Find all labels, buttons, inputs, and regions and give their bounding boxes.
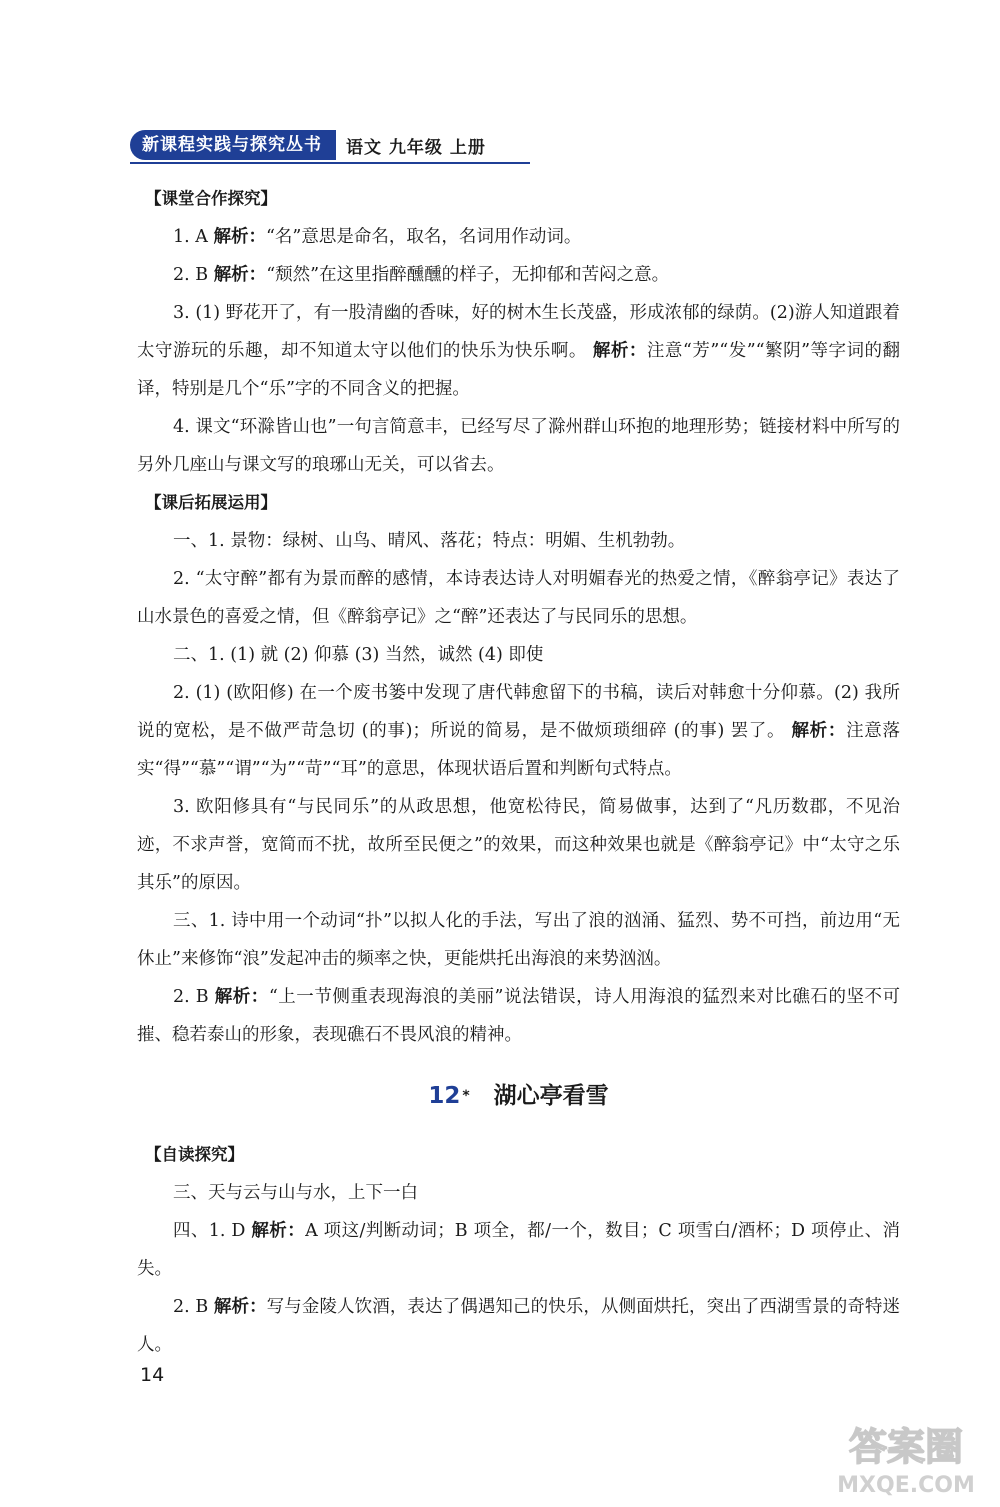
header-rule bbox=[130, 162, 530, 164]
lesson-name: 湖心亭看雪 bbox=[493, 1083, 609, 1109]
watermark-logo bbox=[822, 1412, 990, 1502]
analysis-label: 解析： bbox=[213, 265, 267, 285]
answer-paragraph: 四、1. D 解析：A 项这/判断动词；B 项全，都/一个，数目；C 项雪白/酒杯；D 项停止、消失。 bbox=[137, 1221, 901, 1279]
watermark-text-top: 答案圈 bbox=[848, 1425, 964, 1469]
analysis-label: 解析： bbox=[213, 227, 266, 247]
running-header bbox=[130, 130, 486, 160]
answer-paragraph: 3. 欧阳修具有“与民同乐”的从政思想，他宽松待民，简易做事，达到了“凡历数郡，不见治迹，不求声誉，宽简而不扰，故所至民便之”的效果，而这种效果也就是《醉翁亭记》中“太守之乐其乐”的原因。 bbox=[137, 797, 900, 893]
section-heading: 【自读探究】 bbox=[145, 1145, 244, 1164]
answer-paragraph: 2. B 解析：“颓然”在这里指醉醺醺的样子，无抑郁和苦闷之意。 bbox=[173, 265, 670, 285]
watermark-text-bottom: MXQE.COM bbox=[837, 1473, 975, 1498]
section-heading: 【课后拓展运用】 bbox=[145, 493, 277, 512]
page-content bbox=[137, 180, 900, 1364]
answer-paragraph: 三、1. 诗中用一个动词“扑”以拟人化的手法，写出了浪的汹涌、猛烈、势不可挡，前边用“无休止”来修饰“浪”发起冲击的频率之快，更能烘托出海浪的来势汹汹。 bbox=[137, 911, 900, 969]
page-number: 14 bbox=[140, 1364, 165, 1386]
answer-paragraph: 1. A 解析：“名”意思是命名，取名，名词用作动词。 bbox=[173, 227, 582, 247]
section-heading: 【课堂合作探究】 bbox=[145, 189, 277, 208]
analysis-label: 解析： bbox=[592, 341, 647, 361]
answer-paragraph: 3. (1) 野花开了，有一股清幽的香味，好的树木生长茂盛，形成浓郁的绿荫。(2)游人知道跟着太守游玩的乐趣，却不知道太守以他们的快乐为快乐啊。 解析：注意“芳”“发”“繁阴”等字词的翻译，特别是几个“乐”字的不同含义的把握。 bbox=[137, 303, 901, 399]
answer-paragraph: 2. B 解析：“上一节侧重表现海浪的美丽”说法错误，诗人用海浪的猛烈来对比礁石的坚不可摧、稳若泰山的形象，表现礁石不畏风浪的精神。 bbox=[137, 987, 901, 1045]
series-badge: 新课程实践与探究丛书 bbox=[130, 130, 336, 160]
answer-paragraph: 一、1. 景物：绿树、山鸟、晴风、落花；特点：明媚、生机勃勃。 bbox=[173, 531, 686, 551]
subject-label: 语文 九年级 上册 bbox=[346, 137, 486, 158]
lesson-title bbox=[137, 1076, 900, 1116]
answer-paragraph: 2. (1) (欧阳修) 在一个废书篓中发现了唐代韩愈留下的书稿，读后对韩愈十分仰慕。(2) 我所说的宽松，是不做严苛急切 (的事)；所说的简易，是不做烦琐细碎 (的事) 罢了。 解析：注意落实“得”“慕”“谓”“为”“苛”“耳”的意思，体现状语后置和判断句式特点。 bbox=[137, 683, 900, 779]
lesson-number: 12 bbox=[428, 1083, 461, 1109]
analysis-label: 解析： bbox=[213, 1297, 267, 1317]
analysis-label: 解析： bbox=[791, 721, 847, 741]
lesson-star: * bbox=[462, 1088, 470, 1104]
answer-paragraph: 2. “太守醉”都有为景而醉的感情，本诗表达诗人对明媚春光的热爱之情，《醉翁亭记》表达了山水景色的喜爱之情，但《醉翁亭记》之“醉”还表达了与民同乐的思想。 bbox=[137, 569, 900, 627]
answer-paragraph: 三、天与云与山与水，上下一白 bbox=[173, 1183, 418, 1203]
answer-paragraph: 2. B 解析：写与金陵人饮酒，表达了偶遇知己的快乐，从侧面烘托，突出了西湖雪景的奇特迷人。 bbox=[137, 1297, 901, 1355]
analysis-label: 解析： bbox=[214, 987, 269, 1007]
answer-paragraph: 二、1. (1) 就 (2) 仰慕 (3) 当然，诚然 (4) 即使 bbox=[173, 645, 544, 665]
answer-paragraph: 4. 课文“环滁皆山也”一句言简意丰，已经写尽了滁州群山环抱的地理形势；链接材料中所写的另外几座山与课文写的琅琊山无关，可以省去。 bbox=[137, 417, 900, 475]
analysis-label: 解析： bbox=[251, 1221, 306, 1241]
